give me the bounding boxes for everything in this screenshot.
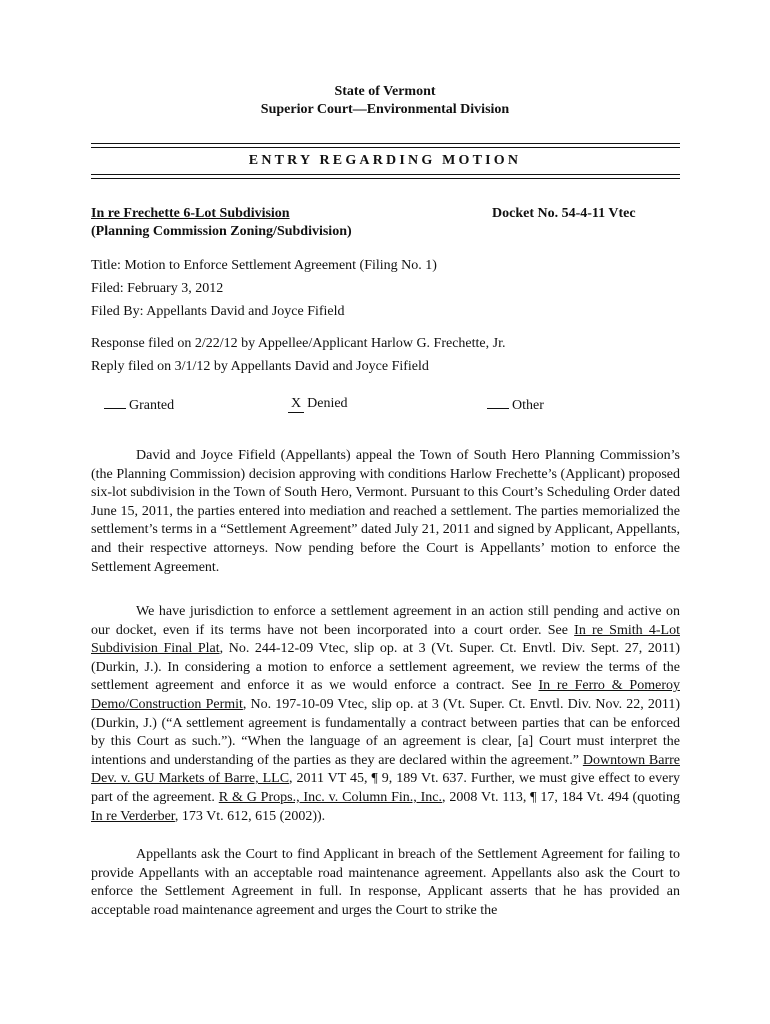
p2-text-5: , 2008 Vt. 113, ¶ 17, 184 Vt. 494 (quoting bbox=[442, 789, 681, 805]
option-other bbox=[487, 396, 544, 414]
double-rule-top bbox=[91, 143, 680, 148]
reply-filed: Reply filed on 3/1/12 by Appellants David and Joyce Fifield bbox=[91, 359, 429, 374]
granted-label: Granted bbox=[129, 398, 175, 413]
paragraph-jurisdiction bbox=[91, 603, 680, 826]
other-label: Other bbox=[512, 398, 544, 413]
motion-filed-by: Filed By: Appellants David and Joyce Fifield bbox=[91, 304, 345, 319]
p2-text-6: , 173 Vt. 612, 615 (2002)). bbox=[174, 808, 326, 824]
motion-filed-date: Filed: February 3, 2012 bbox=[91, 281, 224, 296]
case-type: (Planning Commission Zoning/Subdivision) bbox=[91, 224, 352, 239]
other-blank bbox=[487, 396, 509, 409]
citation-rg-props: R & G Props., Inc. v. Column Fin., Inc. bbox=[218, 789, 443, 805]
docket-number: Docket No. 54-4-11 Vtec bbox=[492, 206, 636, 221]
double-rule-bottom bbox=[91, 174, 680, 179]
denied-mark: X bbox=[288, 396, 304, 413]
state-heading: State of Vermont bbox=[334, 84, 436, 99]
citation-smith: In re Smith 4-Lot Subdivision Final Plat bbox=[91, 622, 680, 657]
option-granted bbox=[104, 396, 174, 414]
p2-text-4: , 2011 VT 45, ¶ 9, 189 Vt. 637. Further, we must give effect to every part of the agreement. bbox=[91, 771, 681, 805]
p2-text-1: We have jurisdiction to enforce a settlement agreement in an action still pending and active on our docket, even if its terms have not been incorporated into a court order. See bbox=[91, 604, 680, 638]
option-denied bbox=[288, 396, 348, 413]
court-heading: Superior Court—Environmental Division bbox=[260, 102, 510, 117]
p2-text-2: , No. 244-12-09 Vtec, slip op. at 3 (Vt. Super. Ct. Envtl. Div. Sept. 27, 2011) (Durkin, J.). In considering a motion to enforce a settlement agreement, we review the terms of the settlement agreement and enforce it as we would enforce a contract. See bbox=[91, 641, 680, 694]
citation-downtown-barre: Downtown Barre Dev. v. GU Markets of Barre, LLC bbox=[91, 752, 680, 787]
response-filed: Response filed on 2/22/12 by Appellee/Applicant Harlow G. Frechette, Jr. bbox=[91, 336, 506, 351]
entry-title: ENTRY REGARDING MOTION bbox=[248, 153, 522, 168]
denied-label: Denied bbox=[307, 396, 348, 411]
granted-blank bbox=[104, 396, 126, 409]
paragraph-request: Appellants ask the Court to find Applicant in breach of the Settlement Agreement for failing to provide Appellants with an acceptable road maintenance agreement. Appellants also ask the Court to enforce the Settlement Agreement in full. In response, Applicant asserts that he has provided an acceptable road maintenance agreement and urges the Court to strike the bbox=[91, 847, 680, 918]
motion-title: Title: Motion to Enforce Settlement Agreement (Filing No. 1) bbox=[91, 258, 437, 273]
citation-ferro: In re Ferro & Pomeroy Demo/Construction Permit bbox=[91, 678, 680, 712]
p2-text-3: , No. 197-10-09 Vtec, slip op. at 3 (Vt. Super. Ct. Envtl. Div. Nov. 22, 2011) (Durkin, J.) (“A settlement agreement is fundamentally a contract between parties that can be enforced by this Court as such.”). “When the language of an agreement is clear, [a] Court must interpret the intentions and understanding of the parties as they are declared within the agreement.” bbox=[91, 696, 680, 768]
paragraph-background: David and Joyce Fifield (Appellants) appeal the Town of South Hero Planning Commission’s (the Planning Commission) decision approving with conditions Harlow Frechette’s (Applicant) proposed six-lot subdivision in the Town of South Hero, Vermont. Pursuant to this Court’s Scheduling Order dated June 15, 2011, the parties entered into mediation and reached a settlement. The parties memorialized the settlement’s terms in a “Settlement Agreement” dated July 21, 2011 and signed by Applicant, Appellants, and their respective attorneys. Now pending before the Court is Appellants’ motion to enforce the Settlement Agreement. bbox=[91, 448, 680, 575]
citation-verderber: In re Verderber bbox=[91, 808, 175, 824]
case-name: In re Frechette 6-Lot Subdivision bbox=[91, 206, 290, 221]
